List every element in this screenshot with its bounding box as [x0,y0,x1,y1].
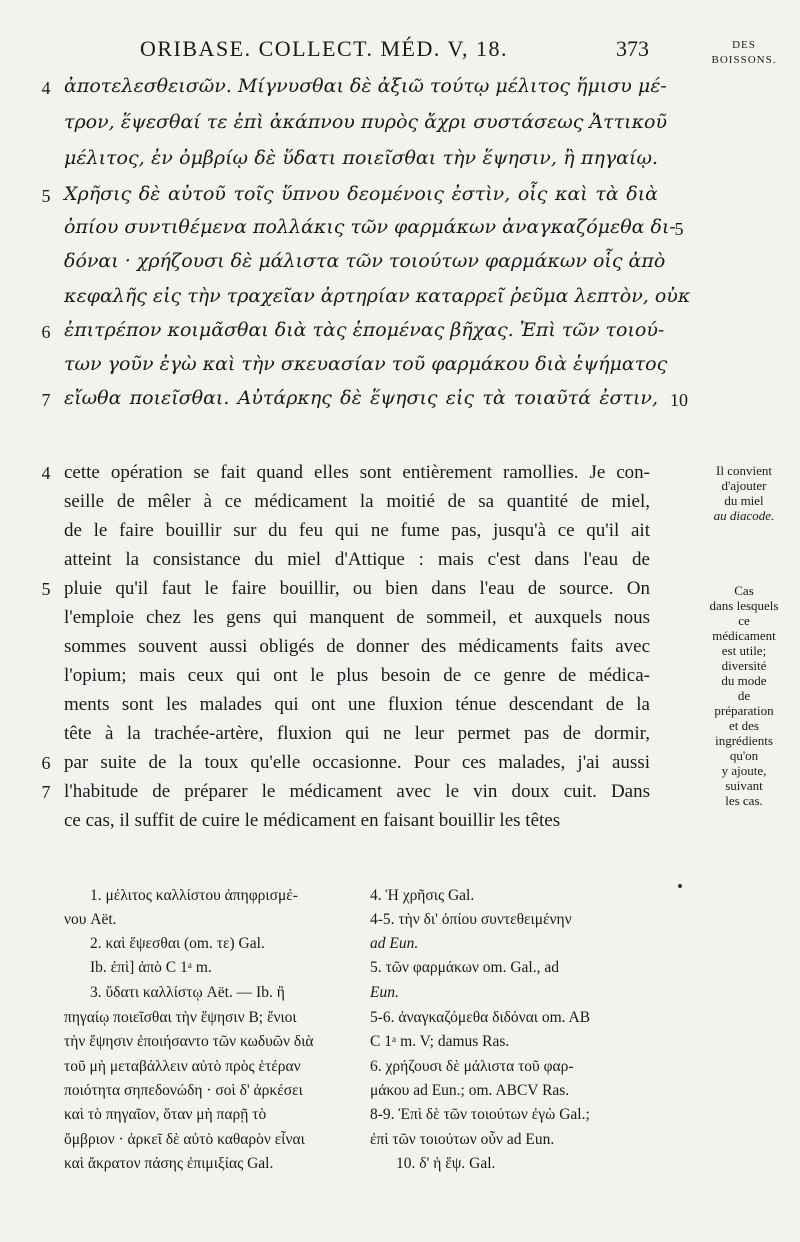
margin-note-line: Il convient [716,463,772,478]
footnote-line: πηγαίῳ ποιεῖσθαι τὴν ἕψησιν B; ἔνιοι [64,1009,297,1026]
margin-note-line: du mode [721,673,767,688]
french-line-number: 6 [41,753,51,773]
greek-line-number: 4 [41,78,51,98]
footnote-line: τοῦ μὴ μεταβάλλειν αὐτὸ πρὸς ἑτέραν [64,1058,301,1075]
greek-line: μέλιτος, ἐν ὀμβρίῳ δὲ ὕδατι ποιεῖσθαι τὴν ἕψησιν, ἢ πηγαίῳ. [64,147,658,169]
french-line-number: 4 [41,463,51,483]
footnote-line: ad Eun. [370,935,419,952]
french-line: tête à la trachée-artère, fluxion qui ne leur permet pas de dormir, [64,723,650,744]
margin-note-line: ingrédients [715,733,773,748]
footnote-line: 1. μέλιτος καλλίστου ἀπηφρισμέ- [90,887,298,904]
margin-note-line: suivant [725,778,763,793]
greek-right-line-number: 5 [674,219,684,239]
greek-line: ὀπίου συντιθέμενα πολλάκις τῶν φαρμάκων ἀναγκαζόμεθα δι- [64,216,676,238]
margin-note-line: diversité [721,658,767,673]
margin-note-line: est utile; [721,643,767,658]
greek-line: τρον, ἕψεσθαί τε ἐπὶ ἀκάπνου πυρὸς ἄχρι συστάσεως Ἀττικοῦ [64,111,668,133]
french-line: sommes souvent aussi obligés de donner des médicaments faits avec [64,636,650,657]
margin-heading-line: BOISSONS. [711,54,777,66]
footnote-line: 8-9. Ἐπὶ δὲ τῶν τοιούτων ἐγὼ Gal.; [370,1106,590,1123]
greek-line: ἐπιτρέπον κοιμᾶσθαι διὰ τὰς ἑπομένας βῆχας. Ἐπὶ τῶν τοιού- [64,319,665,341]
footnote-line: ὄμβριον · ἀρκεῖ δὲ αὐτὸ καθαρὸν εἶναι [64,1131,305,1148]
footnote-line: ἐπὶ τῶν τοιούτων οὖν ad Eun. [370,1131,555,1148]
margin-note-line: et des [729,718,759,733]
margin-heading [688,38,800,68]
greek-line: των γοῦν ἐγὼ καὶ τὴν σκευασίαν τοῦ φαρμάκου διὰ ἑψήματος [64,353,668,375]
greek-right-line-number: 10 [670,390,688,410]
footnote-line: τὴν ἕψησιν ἐποιήσαντο τῶν κωδυῶν διὰ [64,1033,314,1050]
footnote-line: 5-6. ἀναγκαζόμεθα διδόναι om. AB [370,1009,591,1026]
footnote-line: καὶ τὸ πηγαῖον, ὅταν μὴ παρῇ τὸ [64,1106,267,1123]
running-title: ORIBASE. COLLECT. MÉD. V, 18. [140,36,509,61]
footnote-line: 4. Ἡ χρῆσις Gal. [370,887,475,904]
footnote-line: νου Aët. [64,911,117,928]
footnote-line: καὶ ἄκρατον πάσης ἐπιμιξίας Gal. [64,1155,274,1172]
greek-line: εἴωθα ποιεῖσθαι. Αὐτάρκης δὲ ἕψησις εἰς τὰ τοιαῦτά ἐστιν, [64,387,658,409]
french-line: seille de mêler à ce médicament la moitié de sa quantité de miel, [64,491,650,512]
french-line-number: 5 [41,579,51,599]
margin-note-line: les cas. [725,793,763,808]
margin-note-line: de [737,688,751,703]
margin-note-line: Cas [734,583,754,598]
footnote-line: 5. τῶν φαρμάκων om. Gal., ad [370,959,559,976]
margin-note-line: y ajoute, [721,763,767,778]
footnote-line: 10. δ' ἡ ἕψ. Gal. [396,1155,496,1172]
footnote-line: 6. χρήζουσι δὲ μάλιστα τοῦ φαρ- [370,1058,574,1075]
margin-heading-line: DES [732,39,756,51]
page-number: 373 [616,36,649,61]
margin-note-line: dans lesquels [709,598,779,613]
margin-note-miel [688,463,800,523]
greek-line: Χρῆσις δὲ αὐτοῦ τοῖς ὕπνου δεομένοις ἐστὶν, οἷς καὶ τὰ διὰ [64,183,658,205]
french-line: l'habitude de préparer le médicament avec le vin doux cuit. Dans [64,781,650,802]
margin-note-line: préparation [714,703,774,718]
french-line: ments sont les malades qui ont une fluxion ténue descendant de la [64,694,650,715]
footnote-line: 2. καὶ ἕψεσθαι (om. τε) Gal. [90,935,265,952]
french-line: l'opium; mais ceux qui ont le plus besoin de ce genre de médica- [64,665,650,686]
margin-note-line: qu'on [729,748,759,763]
french-line: ce cas, il suffit de cuire le médicament en faisant bouillir les têtes [64,810,561,831]
footnote-line: 3. ὕδατι καλλίστῳ Aët. — Ib. ἢ [90,984,285,1001]
french-line: l'emploie chez les gens qui manquent de sommeil, et auxquels nous [64,607,650,628]
margin-note-line: au diacode. [713,508,775,523]
ink-speck [678,884,682,888]
margin-note-line: médicament [712,628,776,643]
footnote-line: C 1ᵃ m. V; damus Ras. [370,1033,510,1050]
footnote-line: ποιότητα σηπεδονώδη · σοὶ δ' ἀρκέσει [64,1082,303,1099]
greek-line: δόναι · χρήζουσι δὲ μάλιστα τῶν τοιούτων φαρμάκων οἷς ἀπὸ [64,250,666,272]
margin-note-cas [688,583,800,808]
greek-line: κεφαλῆς εἰς τὴν τραχεῖαν ἀρτηρίαν καταρρεῖ ῥεῦμα λεπτὸν, οὐκ [64,285,691,307]
french-line: pluie qu'il faut le faire bouillir, ou bien dans l'eau de source. On [64,578,650,599]
french-line: de le faire bouillir sur du feu qui ne fume pas, jusqu'à ce qu'il ait [64,520,650,541]
french-line-number: 7 [41,782,51,802]
greek-line: ἀποτελεσθεισῶν. Μίγνυσθαι δὲ ἀξιῶ τούτῳ μέλιτος ἥμισυ μέ- [64,75,667,97]
footnote-line: 4-5. τὴν δι' ὀπίου συντεθειμένην [370,911,572,928]
footnote-line: Ib. ἐπὶ] ἀπὸ C 1ᵃ m. [90,959,212,976]
margin-note-line: du miel [724,493,764,508]
french-line: par suite de la toux qu'elle occasionne. Pour ces malades, j'ai aussi [64,752,650,773]
greek-line-number: 6 [41,322,51,342]
margin-note-line: d'ajouter [721,478,767,493]
french-line: atteint la consistance du miel d'Attique : mais c'est dans l'eau de [64,549,650,570]
greek-line-number: 5 [41,186,51,206]
footnote-line: Eun. [370,984,399,1001]
greek-line-number: 7 [41,390,51,410]
french-line: cette opération se fait quand elles sont entièrement ramollies. Je con- [64,462,650,483]
footnote-line: μάκου ad Eun.; om. ABCV Ras. [370,1082,570,1099]
margin-note-line: ce [738,613,750,628]
